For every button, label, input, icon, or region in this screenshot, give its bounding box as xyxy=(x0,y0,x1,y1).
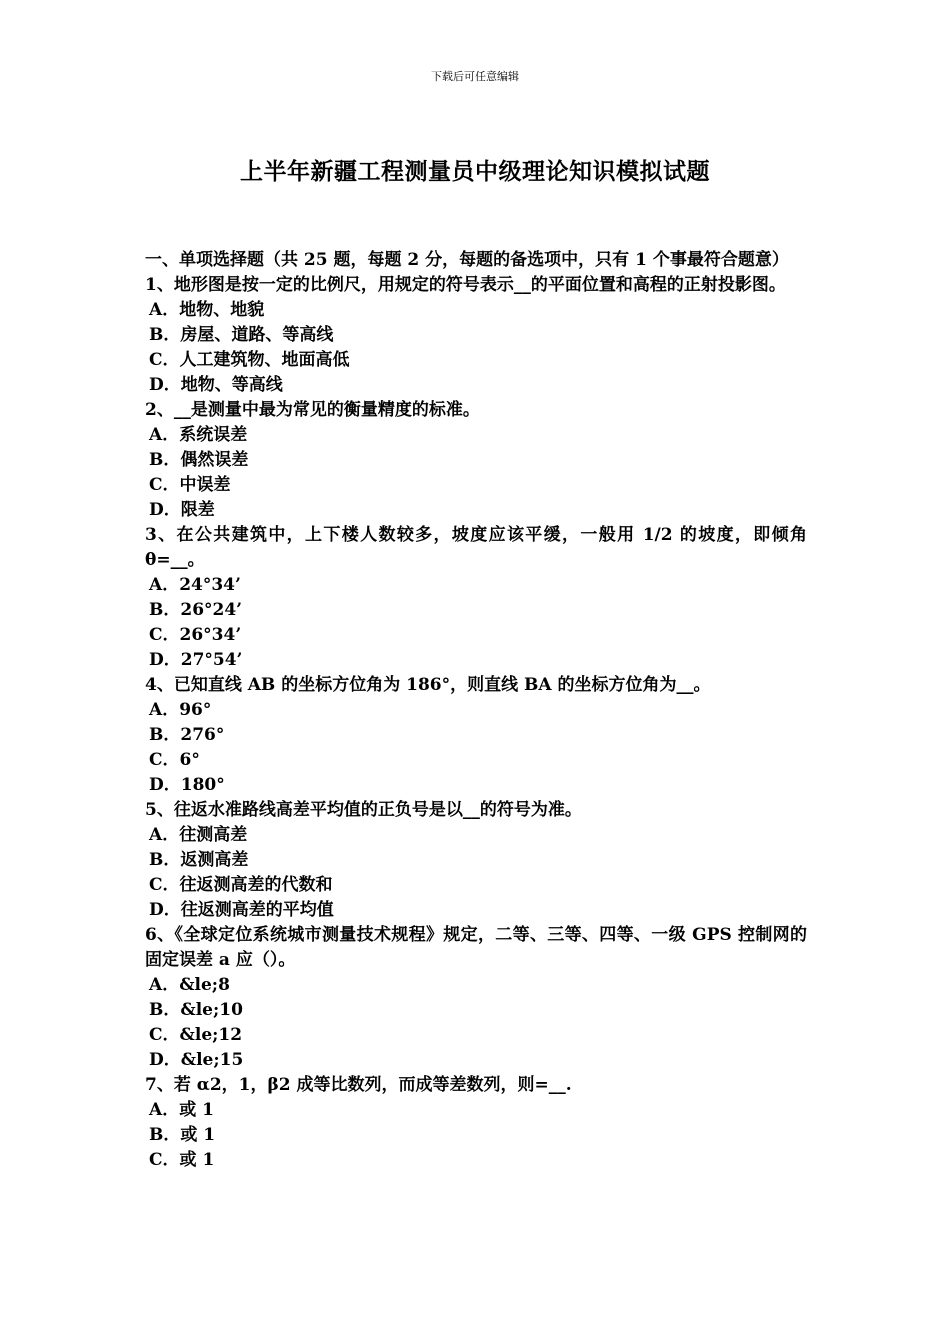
question-text: 2、__是测量中最为常见的衡量精度的标准。 xyxy=(145,400,480,420)
header-note: 下载后可任意编辑 xyxy=(431,70,519,83)
question-text: 6、《全球定位系统城市测量技术规程》规定，二等、三等、四等、一级 GPS 控制网的固定误差 a 应（）。 xyxy=(145,925,807,970)
option-d: D．180° xyxy=(149,775,225,795)
page-title: 上半年新疆工程测量员中级理论知识模拟试题 xyxy=(240,159,710,185)
question-text: 5、往返水准路线高差平均值的正负号是以__的符号为准。 xyxy=(145,800,582,820)
option-b: B．或 1 xyxy=(149,1125,216,1145)
question-text: 7、若 α2，1，β2 成等比数列，而成等差数列，则=__. xyxy=(145,1075,572,1095)
option-d: D．&le;15 xyxy=(149,1050,244,1070)
question-text: 4、已知直线 AB 的坐标方位角为 186°，则直线 BA 的坐标方位角为__。 xyxy=(145,675,711,695)
option-a: A．或 1 xyxy=(149,1100,214,1120)
option-c: C．人工建筑物、地面高低 xyxy=(149,350,350,370)
option-c: C．26°34’ xyxy=(149,625,242,645)
option-a: A．系统误差 xyxy=(149,425,248,445)
question-1 xyxy=(145,273,807,398)
option-a: A．&le;8 xyxy=(149,975,230,995)
exam-content xyxy=(145,248,807,1173)
option-c: C．往返测高差的代数和 xyxy=(149,875,333,895)
option-c: C．6° xyxy=(149,750,200,770)
option-b: B．276° xyxy=(149,725,225,745)
option-a: A．96° xyxy=(149,700,212,720)
option-c: C．&le;12 xyxy=(149,1025,243,1045)
option-a: A．24°34’ xyxy=(149,575,241,595)
option-a: A．往测高差 xyxy=(149,825,248,845)
question-6 xyxy=(145,923,807,1073)
option-b: B．返测高差 xyxy=(149,850,249,870)
option-c: C．中误差 xyxy=(149,475,231,495)
option-b: B．&le;10 xyxy=(149,1000,243,1020)
option-b: B．26°24’ xyxy=(149,600,243,620)
question-3 xyxy=(145,523,807,673)
question-text: 3、在公共建筑中，上下楼人数较多，坡度应该平缓，一般用 1/2 的坡度，即倾角 θ=__。 xyxy=(145,525,807,570)
option-d: D．27°54’ xyxy=(149,650,243,670)
question-4 xyxy=(145,673,807,798)
option-c: C．或 1 xyxy=(149,1150,215,1170)
section-heading: 一、单项选择题（共 25 题，每题 2 分，每题的备选项中，只有 1 个事最符合题意） xyxy=(145,250,789,270)
question-7 xyxy=(145,1073,807,1173)
option-d: D．往返测高差的平均值 xyxy=(149,900,334,920)
option-b: B．偶然误差 xyxy=(149,450,249,470)
option-d: D．地物、等高线 xyxy=(149,375,283,395)
question-5 xyxy=(145,798,807,923)
question-2 xyxy=(145,398,807,523)
question-text: 1、地形图是按一定的比例尺，用规定的符号表示__的平面位置和高程的正射投影图。 xyxy=(145,275,786,295)
option-a: A．地物、地貌 xyxy=(149,300,265,320)
option-d: D．限差 xyxy=(149,500,215,520)
option-b: B．房屋、道路、等高线 xyxy=(149,325,334,345)
